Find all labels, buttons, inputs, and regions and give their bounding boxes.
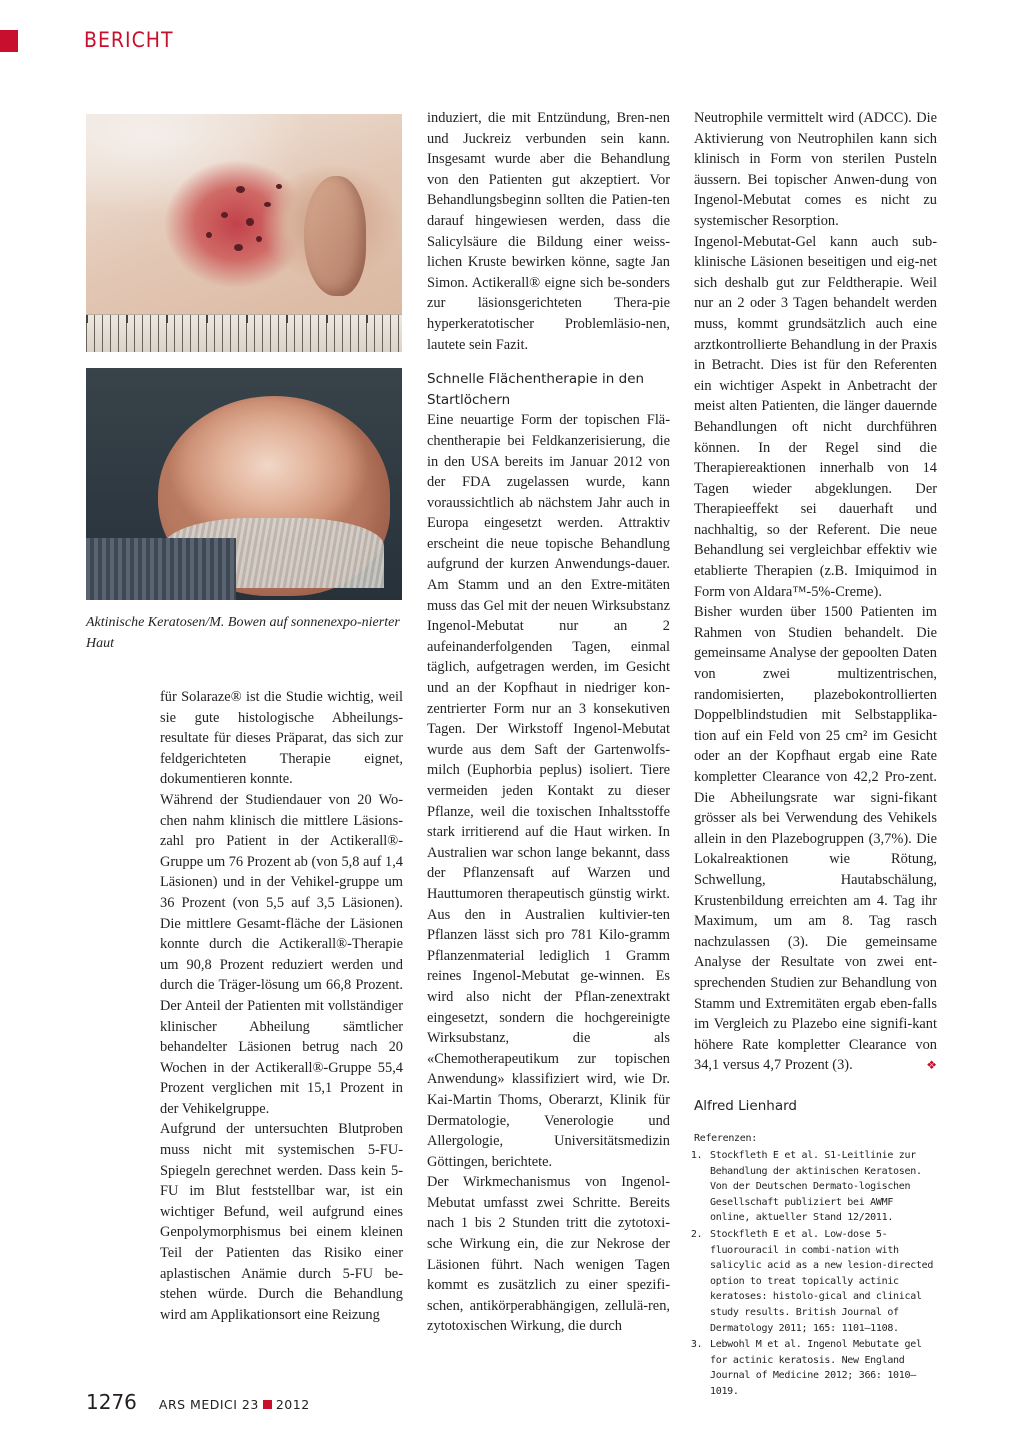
lesion-spot	[264, 202, 271, 207]
lesion-spot	[246, 218, 254, 226]
subheading: Schnelle Flächentherapie in den Startlöchern	[427, 371, 645, 408]
paragraph: Während der Studiendauer von 20 Wo-chen nahm klinisch die mittlere Läsions-zahl pro Patient in der Actikerall®-Gruppe um 76 Prozent ab (von 5,8 auf 1,4 Läsionen) und in der Vehikel-gruppe um 36 Prozent (von 5,5 auf 3,5 Läsionen). Die mittlere Gesamt-fläche der Läsionen konnte durch die Actikerall®-Therapie um 90,8 Prozent reduziert werden und durch die Träger-lösung um 66,8 Prozent. Der Anteil der Patienten mit vollständiger klinischer Abheilung sämtlicher behandelter Läsionen betrug nach 20 Wochen in der Actikerall®-Gruppe 55,4 Prozent verglichen mit 15,1 Prozent in der Vehikelgruppe.	[160, 791, 403, 1117]
paragraph: Aufgrund der untersuchten Blutproben muss nicht mit systemischen 5-FU-Spiegeln gerechnet werden. Dass kein 5-FU im Blut feststellbar war, ist ein wichtiger Befund, weil aufgrund eines Genpolymorphismus bei einem kleinen Teil der Patienten das Risiko einer aplastischen Anämie durch 5-FU be-stehen würde. Durch die Behandlung wird am Applikationsort eine Reizung	[160, 1121, 403, 1323]
journal-name: ARS MEDICI 23	[158, 1397, 259, 1412]
reference-item: 3. Lebwohl M et al. Ingenol Mebutate gel for actinic keratosis. New England Journal of Medicine 2012; 366: 1010–1019.	[708, 1337, 937, 1399]
photo-face-lesions	[86, 114, 402, 352]
shirt-shape	[86, 538, 236, 600]
figure-caption: Aktinische Keratosen/M. Bowen auf sonnenexpo-nierter Haut	[86, 615, 400, 651]
author-name: Alfred Lienhard	[694, 1097, 798, 1114]
paragraph-text: Bisher wurden über 1500 Patienten im Rahmen von Studien behandelt. Die gemeinsame Analyse der gepoolten Daten von zwei multizentrischen, randomisierten, plazebokontrollierten Doppelblindstudien mit Selbstapplika-tion auf ein Feld von 25 cm² im Gesicht oder an der Kopfhaut ergab eine Rate kompletter Clearance von 42,2 Pro-zent. Die Abheilungsrate war signi-fikant grösser als bei Verwendung des Vehikels allein in den Plazebogruppen (3,7%). Die Lokalreaktionen wie Rötung, Schwellung, Hautabschälung, Krustenbildung erreichten am 4. Tag ihr Maximum, um am 8. Tag rasch nachzulassen (3). Die gemeinsame Analyse der Resultate von zwei ent-sprechenden Studien zur Behandlung von Stamm und Extremitäten ergab eben-falls im Vergleich zu Plazebo eine signifi-kant höhere Rate kompletter Clearance von 34,1 versus 4,7 Prozent (3).	[694, 604, 937, 1074]
measurement-ruler	[86, 314, 402, 352]
reference-list	[694, 1148, 937, 1400]
text-column-3	[694, 108, 937, 1401]
lesion-spot	[276, 184, 282, 189]
end-of-article-icon: ❖	[926, 1058, 937, 1073]
paragraph	[694, 602, 937, 1076]
lesion-spot	[206, 232, 212, 238]
lesion-spot	[236, 186, 245, 193]
lesion-spot	[234, 244, 243, 251]
paragraph: für Solaraze® ist die Studie wichtig, weil sie gute histologische Abheilungs-resultate für dieses Präparat, das sich zur feldgerichteten Therapie eignet, dokumentieren konnte.	[160, 689, 403, 788]
paragraph: induziert, die mit Entzündung, Bren-nen und Juckreiz verbunden sein kann. Insgesamt wurde aber die Behandlung von den Patienten gut akzeptiert. Vor Behandlungsbeginn sollten die Patien-ten darauf hingewiesen werden, dass die Salicylsäure die Bildung einer weiss-lichen Kruste bewirken könne, sagte Jan Simon. Actikerall® eigne sich be-sonders zur läsionsgerichteten Thera-pie hyperkeratotischer Problemläsio-nen, lautete sein Fazit.	[427, 110, 670, 353]
section-label: BERICHT	[84, 28, 174, 52]
section-marker	[0, 30, 18, 52]
references	[694, 1131, 937, 1400]
photo-scalp	[86, 368, 402, 600]
text-column-2	[427, 108, 670, 1337]
lesion-spot	[256, 236, 262, 242]
paragraph: Der Wirkmechanismus von Ingenol-Mebutat umfasst zwei Schritte. Bereits nach 1 bis 2 Stunden tritt die zytotoxi-sche Wirkung ein, die zur Nekrose der Läsionen führt. Nach wenigen Tagen kommt es zusätzlich zu einer spezifi-schen, antikörperabhängigen, zellulä-ren, zytotoxischen Wirkung, die durch	[427, 1174, 670, 1335]
reference-item: 1. Stockfleth E et al. S1-Leitlinie zur Behandlung der aktinischen Keratosen. Von der Deutschen Dermato-logischen Gesellschaft publiziert bei AWMF online, aktueller Stand 12/2011.	[708, 1148, 937, 1226]
paragraph: Ingenol-Mebutat-Gel kann auch sub-klinische Läsionen beseitigen und eig-net sich deshalb gut zur Feldtherapie. Weil nur an 2 oder 3 Tagen behandelt werden muss, kommt grundsätzlich auch eine arztkontrollierte Behandlung in der Praxis in Betracht. Dies ist für den Referenten ein wichtiger Aspekt in Anbetracht der meist alten Patienten, die länger dauernde Behandlungen oft nicht durchführen können. In der Regel sind die Therapiereaktionen innerhalb von 14 Tagen wieder abgeklungen. Der Therapieeffekt sei dauerhaft und nachhaltig, so der Referent. Die neue Behandlung sei vergleichbar effektiv wie etablierte Therapien (z.B. Imiquimod in Form von Aldara™-5%-Creme).	[694, 233, 937, 600]
page-footer	[86, 1390, 310, 1414]
lesion-spot	[221, 212, 228, 218]
paragraph: Neutrophile vermittelt wird (ADCC). Die Aktivierung von Neutrophilen kann sich klinisch in Form von sterilen Pusteln äussern. Bei topischer Anwen-dung von Ingenol-Mebutat comes es nicht zu systemischer Resorption.	[694, 110, 937, 229]
journal-year: 2012	[275, 1397, 310, 1412]
ear-shape	[304, 176, 366, 296]
footer-separator	[263, 1400, 272, 1409]
reference-item: 2. Stockfleth E et al. Low-dose 5-fluorouracil in combi-nation with salicylic acid as a new lesion-directed option to treat topically actinic keratoses: histolo-gical and clinical study results. British Journal of Dermatology 2011; 165: 1101–1108.	[708, 1227, 937, 1336]
paragraph: Eine neuartige Form der topischen Flä-chentherapie bei Feldkanzerisierung, die in den USA bereits im Januar 2012 von der FDA zugelassen wurde, kann voraussichtlich ab nächstem Jahr auch in Europa eingesetzt werden. Attraktiv erscheint die neue topische Behandlung aufgrund der kurzen Anwendungs-dauer. Am Stamm und an den Extre-mitäten muss das Gel mit der neuen Wirksubstanz Ingenol-Mebutat nur an 2 aufeinanderfolgenden Tagen, einmal täglich, aufgetragen werden, im Gesicht und an der Kopfhaut in niedriger kon-zentrierter Form nur an 3 konsekutiven Tagen. Der Wirkstoff Ingenol-Mebutat wurde aus dem Saft der Gartenwolfs-milch (Euphorbia peplus) isoliert. Tiere vermeiden jeden Kontakt zu dieser Pflanze, weil die toxischen Inhaltsstoffe stark irritierend auf die Haut wirken. In Australien war schon lange bekannt, dass der Pflanzensaft auf Warzen und Hauttumoren therapeutisch günstig wirkt. Aus den in Australien kultivier-ten Pflanzen lässt sich pro 781 Kilo-gramm Pflanzenmaterial lediglich 1 Gramm reines Ingenol-Mebutat ge-winnen. Es wird also nicht der Pflan-zenextrakt eingesetzt, sondern die hochgereinigte Wirksubstanz, die als «Chemotherapeutikum zur topischen Anwendung» klassifiziert wird, wie Dr. Kai-Martin Thoms, Oberarzt, Klinik für Dermatologie, Venerologie und Allergologie, Universitätsmedizin Göttingen, berichtete.	[427, 412, 670, 1170]
page-number: 1276	[86, 1390, 137, 1414]
references-title: Referenzen:	[694, 1132, 757, 1144]
text-column-1	[160, 687, 403, 1325]
